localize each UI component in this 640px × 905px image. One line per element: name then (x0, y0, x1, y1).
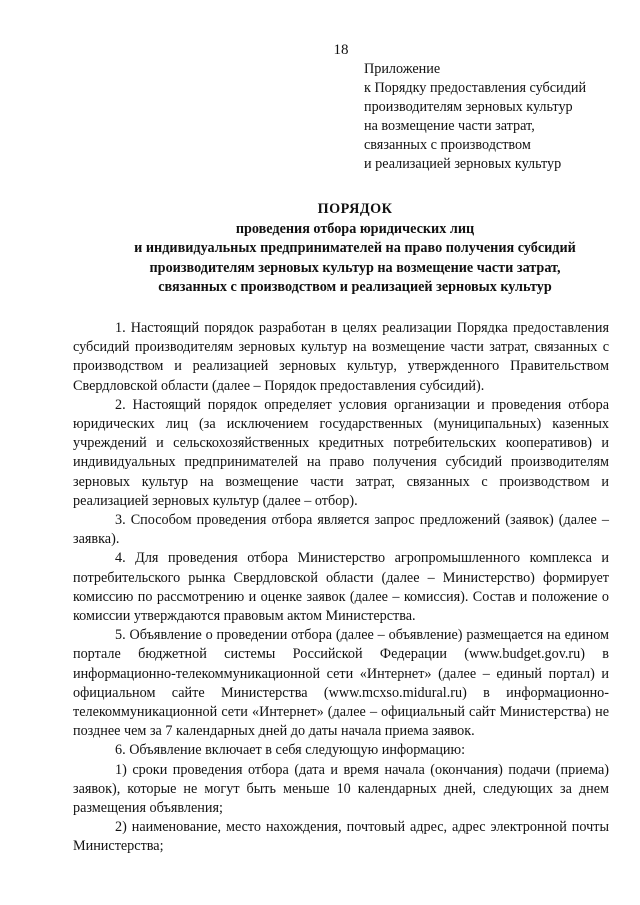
appendix-line: Приложение (364, 61, 441, 77)
document-body (73, 319, 609, 857)
page-number: 18 (333, 42, 349, 58)
title-line: проведения отбора юридических лиц (235, 220, 475, 237)
title-line: и индивидуальных предпринимателей на право получения субсидий (134, 240, 576, 256)
appendix-line: связанных с производством (364, 137, 531, 153)
title-main: ПОРЯДОК (317, 201, 393, 217)
appendix-line: на возмещение части затрат, (364, 118, 535, 134)
paragraph-6: 6. Объявление включает в себя следующую информацию: (115, 742, 466, 759)
paragraph-1: 1. Настоящий порядок разработан в целях реализации Порядка предоставления субсидий производителям зерновых культур на возмещение части затрат, связанных с производством и реализацией зерновых культур, утвержденного Правительством Свердловской области (далее – Порядок предоставления субсидий). (73, 320, 609, 394)
paragraph-5: 5. Объявление о проведении отбора (далее – объявление) размещается на едином портале бюджетной системы Российской Федерации (www.budget.gov.ru) в информационно-телекоммуникационной сети «Интернет» (далее – единый портал) и официальном сайте Министерства (www.mcxso.midural.ru) в информационно-телекоммуникационной сети «Интернет» (далее – официальный сайт Министерства) не позднее чем за 7 календарных дней до даты начала приема заявок. (73, 627, 609, 740)
appendix-line: и реализацией зерновых культур (364, 156, 562, 172)
paragraph-4: 4. Для проведения отбора Министерство агропромышленного комплекса и потребительского рынка Свердловской области (далее – Министерство) формирует комиссию по рассмотрению и оценке заявок (далее – комиссия). Состав и положение о комиссии утверждаются правовым актом Министерства. (73, 550, 609, 625)
appendix-header (364, 60, 624, 174)
paragraph-6-item-1: 1) сроки проведения отбора (дата и время начала (окончания) подачи (приема) заявок), которые не могут быть меньше 10 календарных дней, следующих за днем размещения объявления; (73, 761, 609, 817)
title-line: связанных с производством и реализацией зерновых культур (158, 279, 552, 295)
appendix-line: к Порядку предоставления субсидий (364, 80, 587, 96)
appendix-line: производителям зерновых культур (364, 99, 573, 115)
paragraph-3: 3. Способом проведения отбора является запрос предложений (заявок) (далее – заявка). (73, 512, 609, 548)
title-line: производителям зерновых культур на возмещение части затрат, (149, 259, 561, 276)
document-title (60, 200, 640, 298)
paragraph-6-item-2: 2) наименование, место нахождения, почтовый адрес, адрес электронной почты Министерства; (73, 819, 609, 855)
paragraph-2: 2. Настоящий порядок определяет условия организации и проведения отбора юридических лиц (за исключением государственных (муниципальных) казенных учреждений и сельскохозяйственных кредитных потребительских кооперативов) и индивидуальных предпринимателей на право получения субсидий производителям зерновых культур на возмещение части затрат, связанных с производством и реализацией зерновых культур (далее – отбор). (73, 396, 609, 509)
